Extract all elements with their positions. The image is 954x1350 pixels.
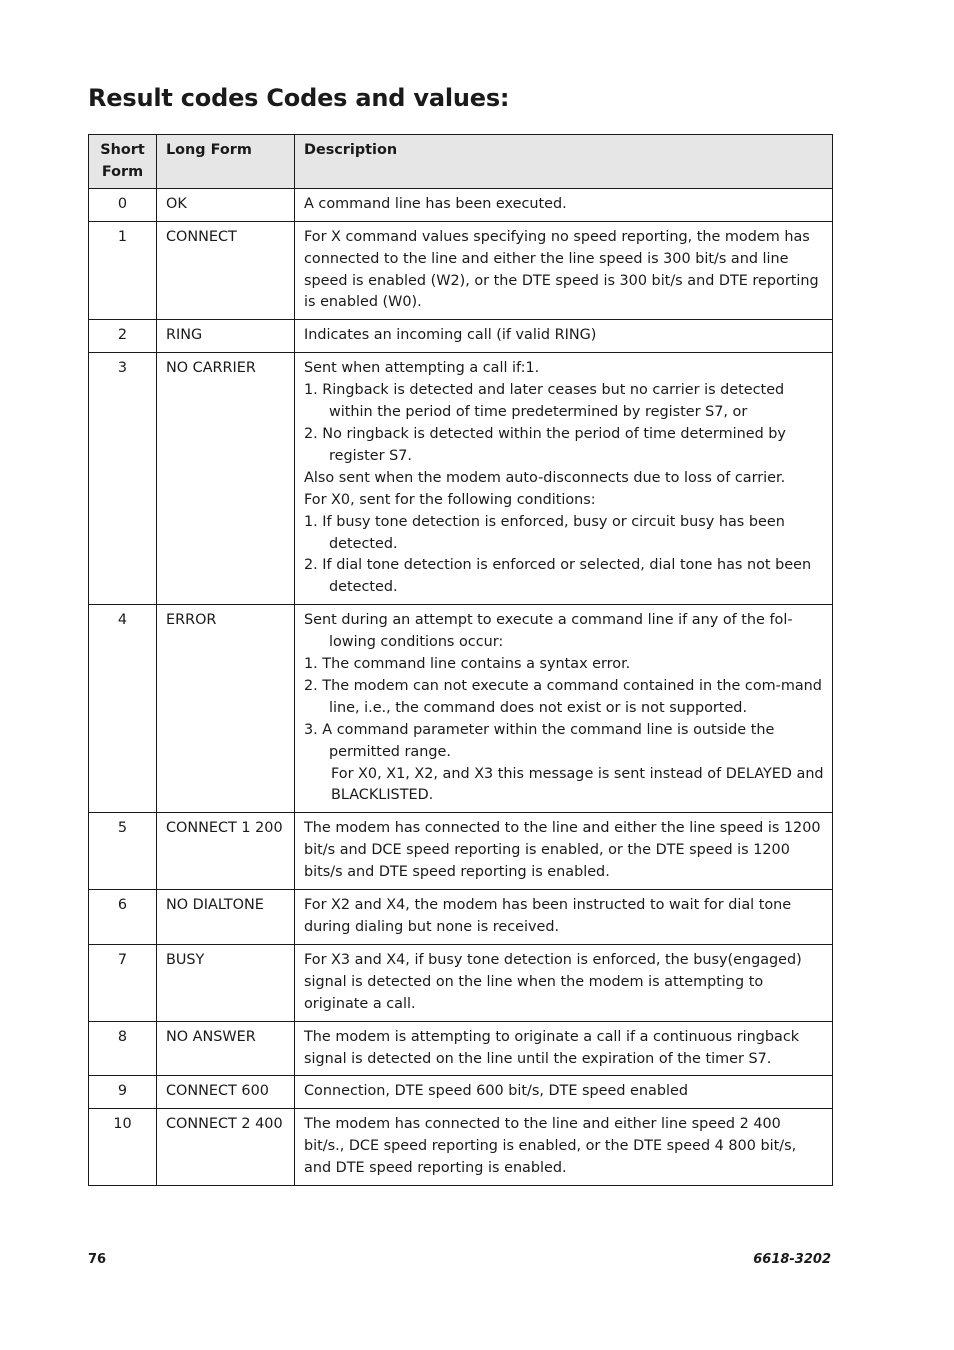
short-form-cell: 0 [89, 188, 157, 221]
long-form-cell: NO CARRIER [157, 353, 295, 605]
long-form-cell: ERROR [157, 605, 295, 813]
short-form-cell: 5 [89, 813, 157, 890]
long-form-cell: CONNECT [157, 221, 295, 320]
description-cell [295, 944, 833, 1021]
description-cell [295, 188, 833, 221]
description-note: For X0, X1, X2, and X3 this message is sent instead of DELAYED and BLACKLISTED. [331, 765, 824, 804]
description-line: Sent when attempting a call if:1. [304, 360, 540, 377]
description-cell [295, 813, 833, 890]
long-form-cell: NO DIALTONE [157, 890, 295, 945]
description-line: Indicates an incoming call (if valid RING) [304, 327, 597, 344]
table-row [89, 1076, 833, 1109]
header-long-form: Long Form [157, 135, 295, 189]
table-row [89, 890, 833, 945]
table-row [89, 944, 833, 1021]
header-short-form: Short Form [89, 135, 157, 189]
short-form-cell: 3 [89, 353, 157, 605]
long-form-cell: RING [157, 320, 295, 353]
description-line: Also sent when the modem auto-disconnects due to loss of carrier. [304, 469, 786, 486]
table-row [89, 1109, 833, 1186]
table-row [89, 188, 833, 221]
description-line: For X2 and X4, the modem has been instructed to wait for dial tone during dialing but none is received. [304, 897, 792, 935]
table-row [89, 605, 833, 813]
description-cell [295, 221, 833, 320]
description-list-item: 2. The modem can not execute a command contained in the com-mand line, i.e., the command does not exist or is not supported. [304, 677, 822, 716]
description-list-item: 1. If busy tone detection is enforced, busy or circuit busy has been detected. [304, 513, 785, 552]
long-form-cell: NO ANSWER [157, 1021, 295, 1076]
description-list-item: 2. No ringback is detected within the period of time determined by register S7. [304, 425, 786, 464]
result-codes-table [88, 134, 833, 1186]
description-list-item: 1. The command line contains a syntax error. [304, 656, 631, 673]
table-row [89, 221, 833, 320]
short-form-cell: 9 [89, 1076, 157, 1109]
short-form-cell: 6 [89, 890, 157, 945]
table-header-row [89, 135, 833, 189]
description-list-item: 3. A command parameter within the command line is outside the permitted range. [304, 721, 775, 760]
short-form-cell: 7 [89, 944, 157, 1021]
description-cell [295, 1076, 833, 1109]
description-line: For X command values specifying no speed reporting, the modem has connected to the line and either the line speed is 300 bit/s and line speed is enabled (W2), or the DTE speed is 300 bit/s and DTE reporting is enabled (W0). [304, 228, 819, 311]
description-line: The modem has connected to the line and either the line speed is 1200 bit/s and DCE speed reporting is enabled, or the DTE speed is 1200 bits/s and DTE speed reporting is enabled. [304, 820, 821, 881]
description-cell [295, 605, 833, 813]
long-form-cell: CONNECT 2 400 [157, 1109, 295, 1186]
description-line: The modem is attempting to originate a call if a continuous ringback signal is detected on the line until the expiration of the timer S7. [304, 1028, 800, 1067]
description-line: For X0, sent for the following conditions: [304, 491, 596, 508]
description-cell [295, 890, 833, 945]
description-line: A command line has been executed. [304, 195, 567, 212]
long-form-cell: CONNECT 600 [157, 1076, 295, 1109]
short-form-cell: 1 [89, 221, 157, 320]
header-description: Description [295, 135, 833, 189]
document-number: 6618-3202 [753, 1252, 831, 1267]
description-cell [295, 1021, 833, 1076]
page-number: 76 [88, 1252, 107, 1267]
long-form-cell: BUSY [157, 944, 295, 1021]
long-form-cell: CONNECT 1 200 [157, 813, 295, 890]
page-title: Result codes Codes and values: [88, 84, 510, 112]
description-cell [295, 353, 833, 605]
short-form-cell: 2 [89, 320, 157, 353]
description-list-item: 1. Ringback is detected and later ceases but no carrier is detected within the period of time predetermined by register S7, or [304, 382, 785, 421]
short-form-cell: 10 [89, 1109, 157, 1186]
short-form-cell: 8 [89, 1021, 157, 1076]
table-row [89, 1021, 833, 1076]
description-line: The modem has connected to the line and either line speed 2 400 bit/s., DCE speed reporting is enabled, or the DTE speed 4 800 bit/s, and DTE speed reporting is enabled. [304, 1116, 797, 1177]
description-line: Sent during an attempt to execute a command line if any of the fol-lowing conditions occur: [304, 612, 793, 651]
table-row [89, 353, 833, 605]
description-cell [295, 1109, 833, 1186]
description-list-item: 2. If dial tone detection is enforced or selected, dial tone has not been detected. [304, 557, 812, 596]
table-row [89, 320, 833, 353]
table-row [89, 813, 833, 890]
description-line: Connection, DTE speed 600 bit/s, DTE speed enabled [304, 1083, 688, 1100]
description-line: For X3 and X4, if busy tone detection is enforced, the busy(engaged) signal is detected on the line when the modem is attempting to originate a call. [304, 951, 802, 1012]
short-form-cell: 4 [89, 605, 157, 813]
long-form-cell: OK [157, 188, 295, 221]
description-cell [295, 320, 833, 353]
